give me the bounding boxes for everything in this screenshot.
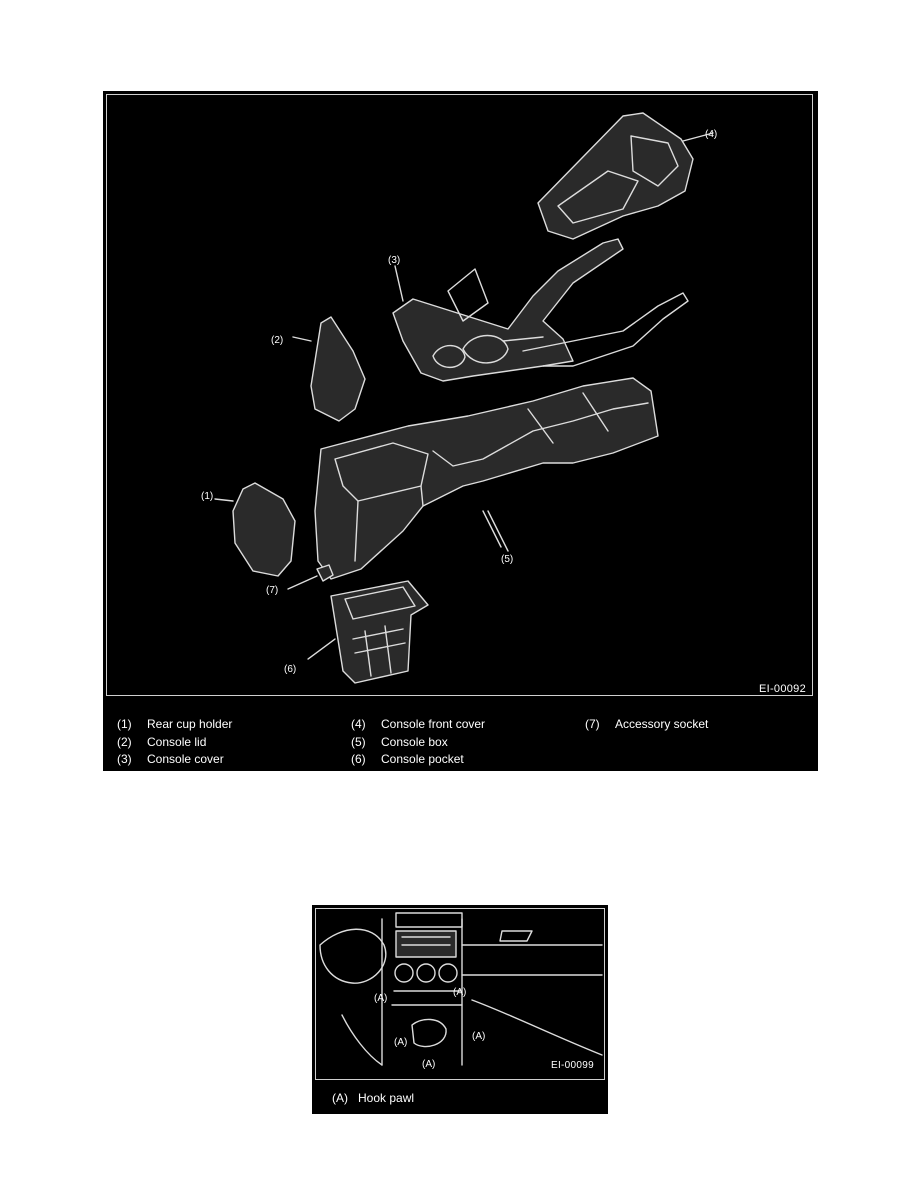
figure-code: EI-00099 (551, 1060, 594, 1071)
console-parts-illustration (103, 91, 818, 701)
callout-a-3: (A) (394, 1037, 408, 1048)
callout-a-5: (A) (422, 1059, 436, 1070)
callout-2: (2) (271, 335, 284, 346)
hook-pawl-legend (332, 1091, 414, 1105)
console-box-drawing (315, 378, 658, 579)
console-front-cover-drawing (538, 113, 713, 239)
console-exploded-diagram: (4) (3) (2) (1) (5) (7) (6) EI-00092 (1) Rear cup holder (2) Console lid (3) Console cover (4) Console front cover (5) Console box (6) Console pocket (7) Accessory socket (103, 91, 818, 771)
callout-6: (6) (284, 664, 297, 675)
callout-5: (5) (501, 554, 514, 565)
figure-code: EI-00092 (758, 683, 806, 695)
callout-1: (1) (201, 491, 214, 502)
console-pocket-drawing (308, 581, 428, 683)
console-lid-drawing (293, 317, 365, 421)
callout-7: (7) (266, 585, 279, 596)
dashboard-hook-pawl-photo (312, 905, 608, 1114)
callout-4: (4) (705, 129, 718, 140)
accessory-socket-drawing (288, 565, 333, 589)
rear-cup-holder-drawing (215, 483, 295, 576)
callout-a-2: (A) (453, 987, 467, 998)
legend-text: Hook pawl (358, 1091, 415, 1105)
callout-3: (3) (388, 255, 401, 266)
callout-a-4: (A) (472, 1031, 486, 1042)
legend-num: (A) (332, 1091, 348, 1105)
console-cover-drawing (393, 239, 688, 381)
callout-a-1: (A) (374, 993, 388, 1004)
